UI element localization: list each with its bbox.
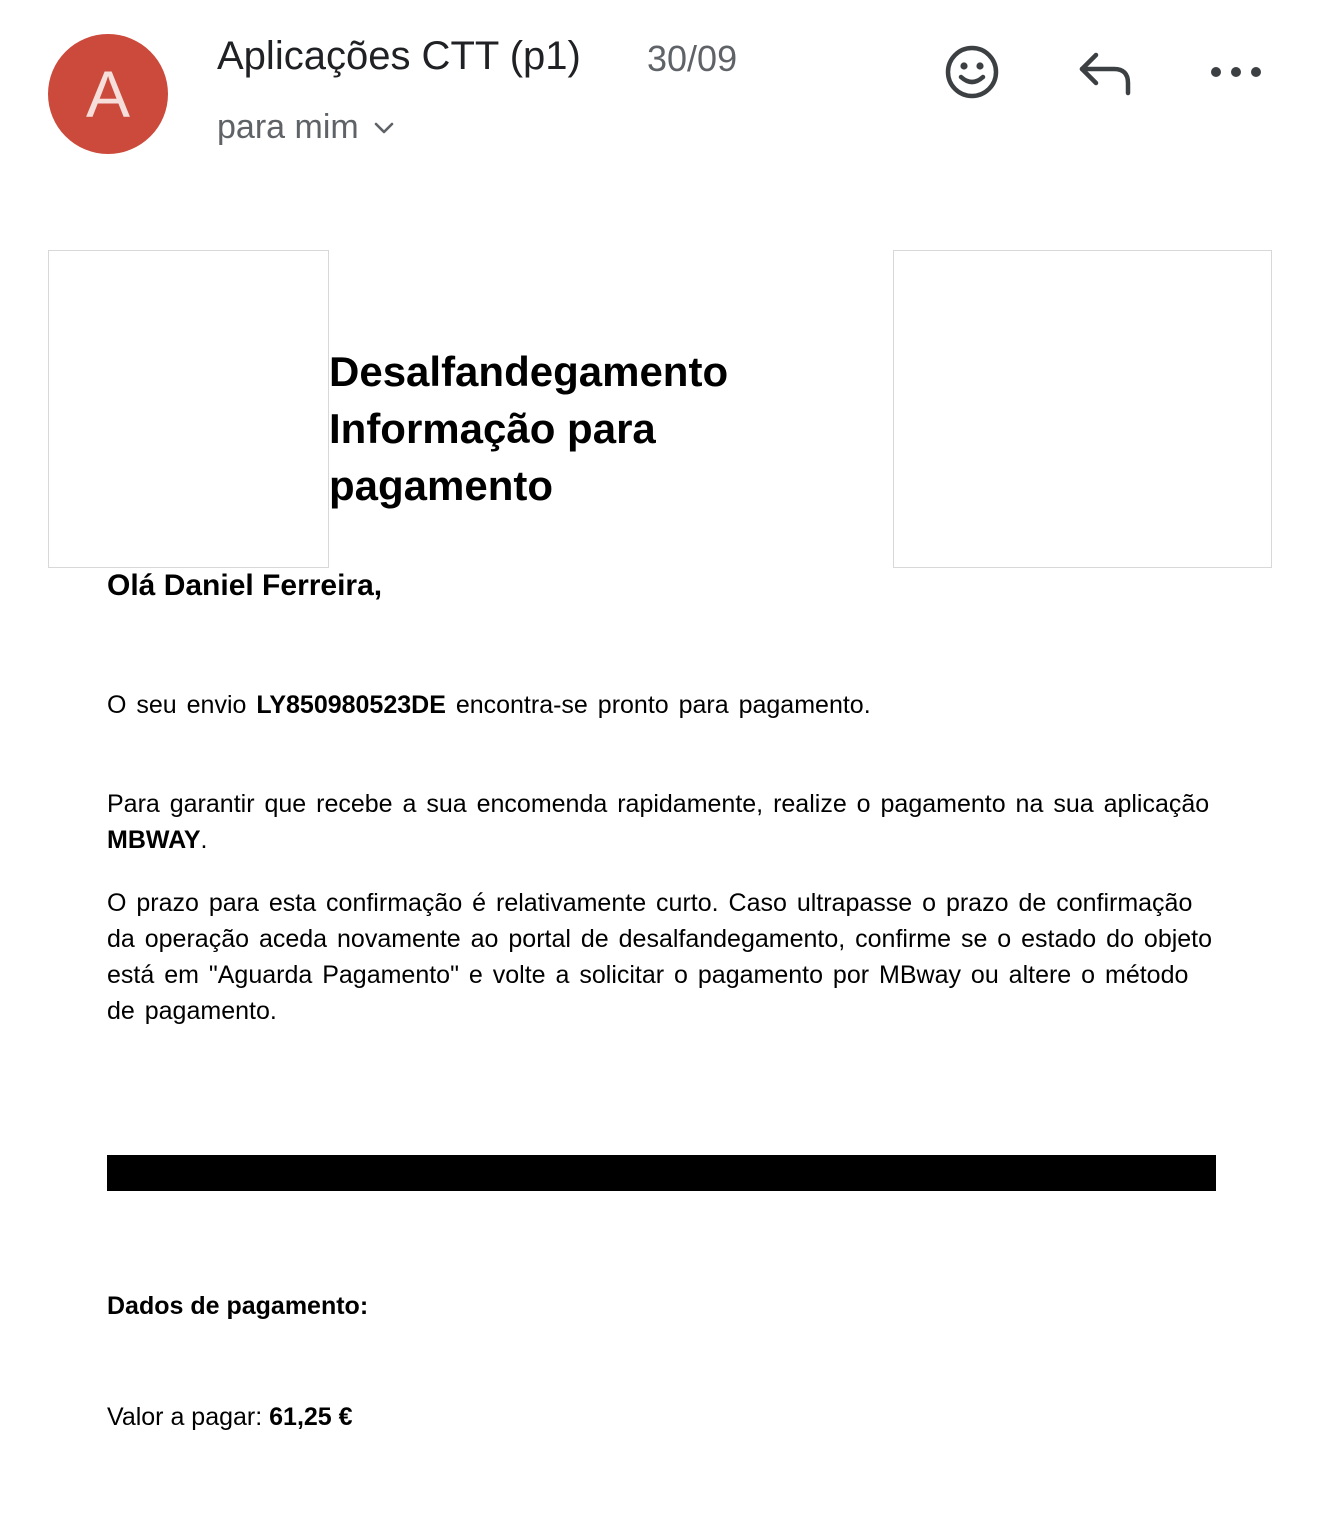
sender-avatar[interactable]	[48, 34, 168, 154]
sender-name[interactable]: Aplicações CTT (p1)	[217, 34, 581, 78]
reply-button[interactable]	[1072, 40, 1136, 104]
deadline-paragraph: O prazo para esta confirmação é relativamente curto. Caso ultrapasse o prazo de confirmação da operação aceda novamente ao portal de desalfandegamento, confirme se o estado do objeto está em "Aguarda Pagamento" e volte a solicitar o pagamento por MBway ou altere o método de pagamento.	[107, 889, 1213, 1025]
headline-line: Informação para	[329, 405, 656, 452]
p1-suffix: encontra-se pronto para pagamento.	[445, 691, 871, 719]
email-headline	[329, 343, 728, 514]
more-options-button[interactable]	[1204, 40, 1268, 104]
amount-label: Valor a pagar:	[107, 1403, 270, 1431]
payment-app-name: MBWAY	[107, 826, 201, 854]
greeting: Olá Daniel Ferreira,	[107, 569, 383, 602]
chevron-down-icon	[373, 121, 395, 135]
shipment-status-paragraph	[107, 687, 1222, 723]
recipient-label: para mim	[217, 108, 359, 146]
amount-value: 61,25 €	[269, 1403, 353, 1431]
tracking-number: LY850980523DE	[256, 691, 446, 719]
headline-line: pagamento	[329, 462, 554, 509]
divider-bar	[107, 1155, 1216, 1191]
payment-instruction-paragraph	[107, 786, 1222, 858]
p1-prefix: O seu envio	[107, 691, 257, 719]
broken-image-placeholder-right	[893, 250, 1272, 568]
broken-image-placeholder-left	[48, 250, 329, 568]
recipient-details-toggle[interactable]	[217, 108, 395, 147]
p2-prefix: Para garantir que recebe a sua encomenda rapidamente, realize o pagamento na sua aplicação	[107, 790, 1210, 818]
email-date: 30/09	[647, 38, 738, 79]
payment-data-heading: Dados de pagamento:	[107, 1292, 369, 1320]
p2-suffix: .	[200, 826, 208, 854]
more-icon	[1208, 64, 1264, 80]
amount-due	[107, 1403, 353, 1432]
emoji-icon	[943, 43, 1001, 101]
add-reaction-button[interactable]	[940, 40, 1004, 104]
reply-icon	[1074, 47, 1134, 97]
headline-line: Desalfandegamento	[329, 348, 729, 395]
avatar-letter: A	[85, 57, 131, 131]
